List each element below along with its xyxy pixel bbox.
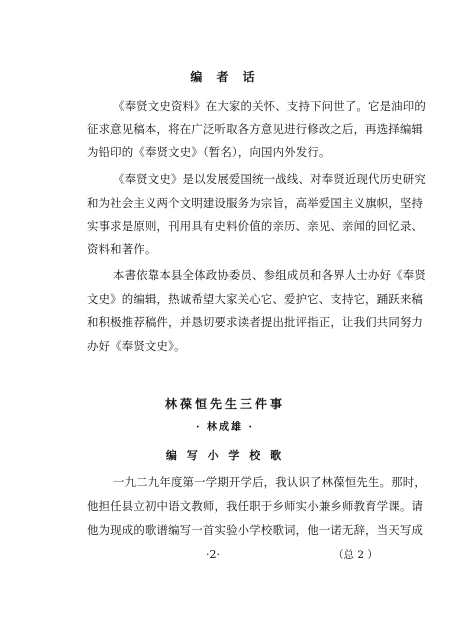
article-author: · 林成雄 · bbox=[196, 422, 254, 433]
editor-note-p3-line4: 办好《奉贤文史》。 bbox=[87, 339, 186, 353]
article-subheading: 编 写 小 学 校 歌 bbox=[165, 449, 285, 462]
editor-note-p2-line3: 实事求是原则，刊用具有史料价值的亲历、亲见、亲闻的回忆录、 bbox=[87, 219, 424, 233]
editor-note-p1-line1: 《奉贤文史资料》在大家的关怀、支持下问世了。它是油印的 bbox=[113, 99, 426, 113]
page-number: ·2· bbox=[206, 548, 220, 561]
editor-note-p3-line2: 文史》的编辑，热诚希望大家关心它、爱护它、支持它，踊跃来稿 bbox=[87, 292, 424, 306]
total-page-number: （总 2 ） bbox=[333, 549, 378, 561]
editor-note-p3-line3: 和积极推荐稿件，并恳切要求读者提出批评指正，让我们共同努力 bbox=[87, 315, 424, 329]
editor-note-p2-line4: 资料和著作。 bbox=[87, 242, 157, 256]
editor-note-p2-line2: 和为社会主义两个文明建设服务为宗旨，高举爱国主义旗帜，坚持 bbox=[87, 196, 424, 210]
article-title: 林葆恒先生三件事 bbox=[164, 397, 285, 411]
editor-note-p1-line2: 征求意见稿本，将在广泛听取各方意见进行修改之后，再选择编辑 bbox=[87, 122, 424, 136]
article-line2: 他担任县立初中语文教师，我任职于乡师实小兼乡师教育学课。请 bbox=[87, 499, 424, 513]
editor-note-p3-line1: 本書依靠本县全体政协委员、参组成员和各界人士办好《奉贤 bbox=[113, 268, 426, 282]
article-line1: 一九二九年度第一学期开学后，我认识了林葆恒先生。那时， bbox=[113, 475, 426, 489]
editor-note-p1-line3: 为铅印的《奉贤文史》（暂名），向国内外发行。 bbox=[87, 145, 331, 159]
article-line3: 他为现成的歌谱编写一首实验小学校歌词，他一诺无辞，当天写成 bbox=[87, 523, 424, 537]
editor-note-title: 编 者 话 bbox=[190, 70, 260, 84]
editor-note-p2-line1: 《奉贤文史》是以发展爱国统一战线、对奉贤近现代历史研究 bbox=[113, 172, 426, 186]
